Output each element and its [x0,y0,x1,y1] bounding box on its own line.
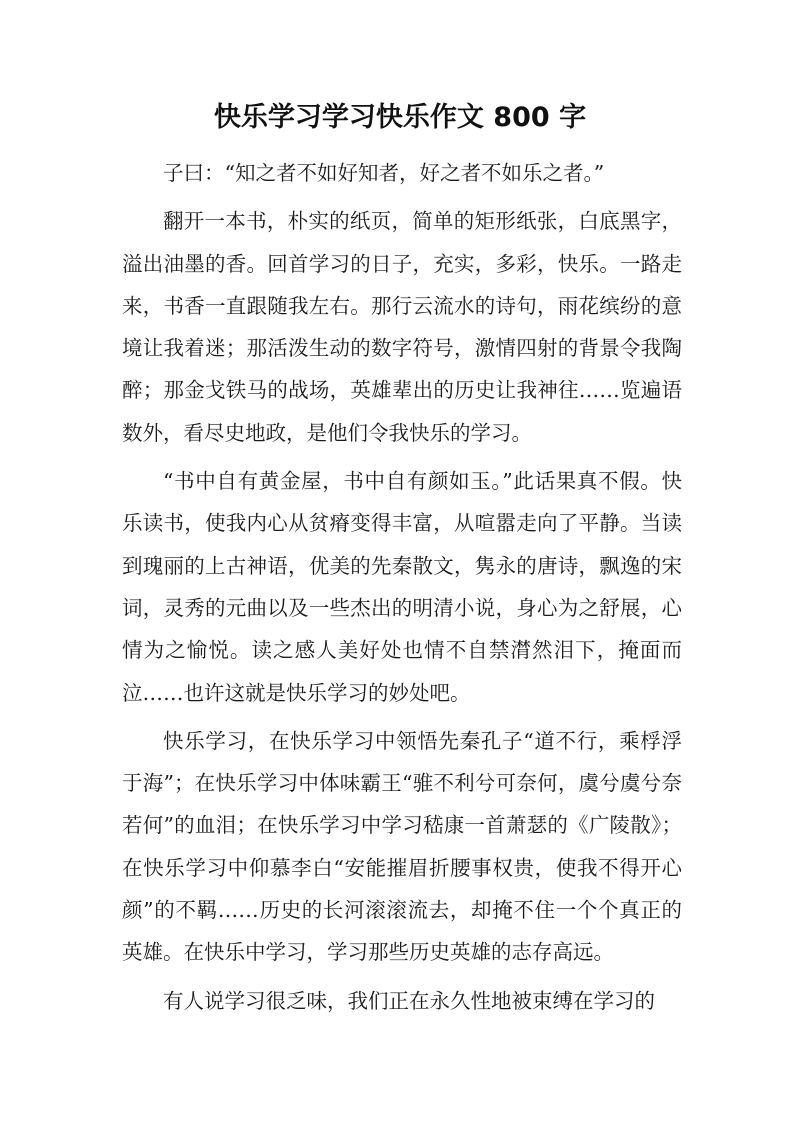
paragraph-opening-book: 翻开一本书，朴实的纸页，简单的矩形纸张，白底黑字，溢出油墨的香。回首学习的日子，充实，多彩，快乐。一路走来，书香一直跟随我左右。那行云流水的诗句，雨花缤纷的意境让我着迷；那活泼生动的数字符号，激情四射的背景令我陶醉；那金戈铁马的战场，英雄辈出的历史让我神往……览遍语数外，看尽史地政，是他们令我快乐的学习。 [122,209,682,445]
paragraph-quote: 子曰：“知之者不如好知者，好之者不如乐之者。” [163,161,605,185]
document-title: 快乐学习学习快乐作文 800 字 [213,102,587,133]
paragraph-history: 快乐学习，在快乐学习中领悟先秦孔子“道不行，乘桴浮于海”；在快乐学习中体味霸王“骓不利兮可奈何，虞兮虞兮奈若何”的血泪；在快乐学习中学习嵇康一首萧瑟的《广陵散》；在快乐学习中仰慕李白“安能摧眉折腰事权贵，使我不得开心颜”的不羁……历史的长河滚滚流去，却掩不住一个个真正的英雄。在快乐中学习，学习那些历史英雄的志存高远。 [122,728,682,965]
paragraph-reading-joy: “书中自有黄金屋，书中自有颜如玉。”此话果真不假。快乐读书，使我内心从贫瘠变得丰富，从喧嚣走向了平静。当读到瑰丽的上古神语，优美的先秦散文，隽永的唐诗，飘逸的宋词，灵秀的元曲以及一些杰出的明清小说，身心为之舒展，心情为之愉悦。读之感人美好处也情不自禁潸然泪下，掩面而泣……也许这就是快乐学习的妙处吧。 [122,469,682,705]
document-body [122,152,682,1028]
paragraph-boring-claim: 有人说学习很乏味，我们正在永久性地被束缚在学习的 [163,988,655,1013]
